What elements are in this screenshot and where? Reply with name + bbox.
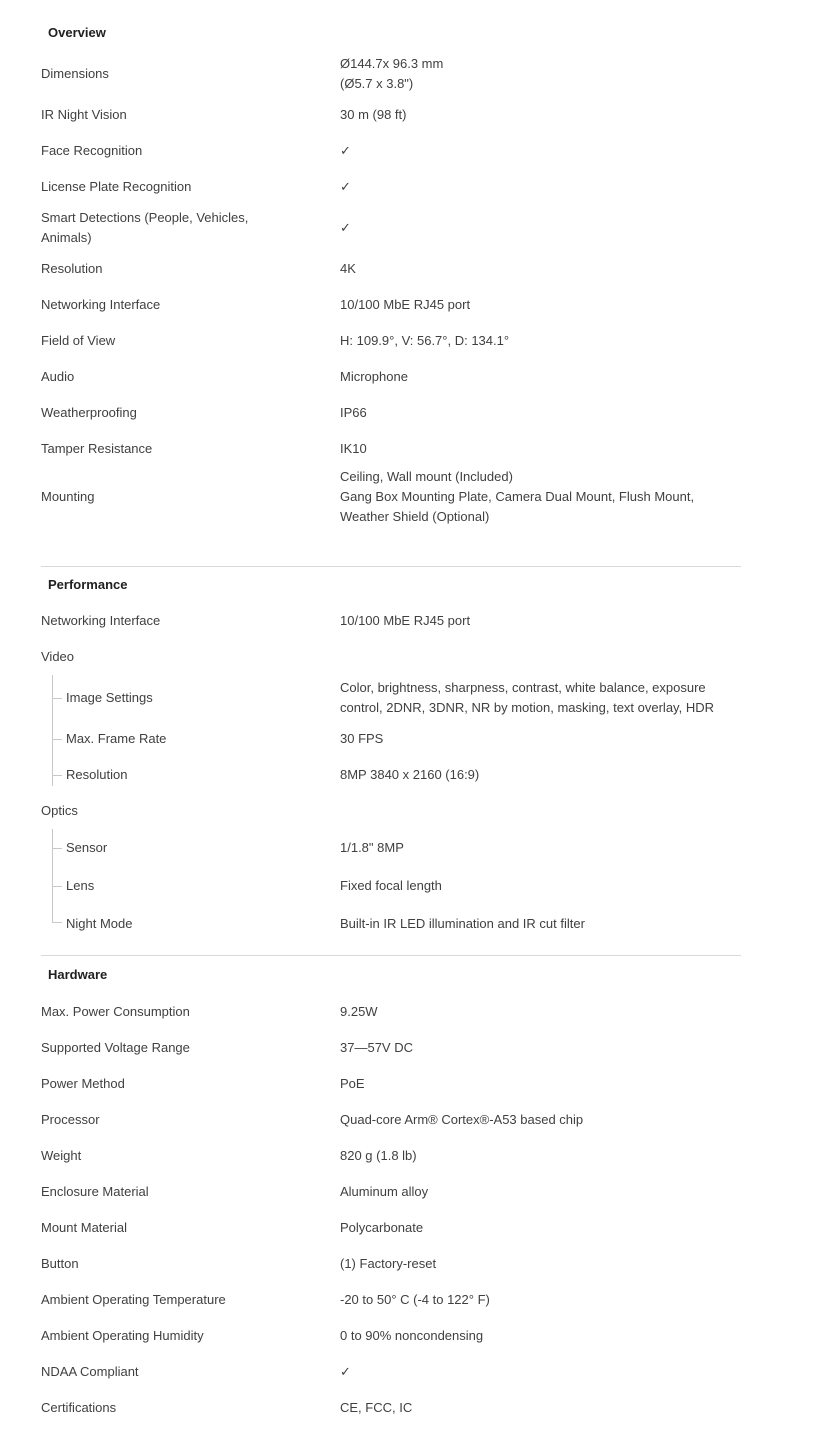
spec-label: Resolution xyxy=(41,261,103,276)
spec-row-operating-humidity xyxy=(41,1318,741,1354)
spec-label: Night Mode xyxy=(66,916,133,931)
spec-value-line: control, 2DNR, 3DNR, NR by motion, masking, text overlay, HDR xyxy=(340,700,714,715)
spec-label: Networking Interface xyxy=(41,613,161,628)
spec-value-line: Gang Box Mounting Plate, Camera Dual Mount, Flush Mount, xyxy=(340,489,695,504)
spec-value: 8MP 3840 x 2160 (16:9) xyxy=(340,767,480,782)
spec-row-lens xyxy=(41,867,741,905)
spec-label: Ambient Operating Humidity xyxy=(41,1328,204,1343)
tree-connector-tick xyxy=(52,775,62,776)
performance-title: Performance xyxy=(48,577,128,592)
spec-label: Face Recognition xyxy=(41,143,143,158)
spec-label xyxy=(41,208,340,248)
spec-value: IP66 xyxy=(340,405,367,420)
checkmark-icon: ✓ xyxy=(340,1364,351,1379)
spec-label: Audio xyxy=(41,369,75,384)
spec-label: Enclosure Material xyxy=(41,1184,149,1199)
spec-row-mounting xyxy=(41,467,741,527)
spec-label: Field of View xyxy=(41,333,116,348)
spec-label: Weight xyxy=(41,1148,82,1163)
spec-label: Dimensions xyxy=(41,66,109,81)
overview-section xyxy=(41,15,741,527)
spec-value: Quad-core Arm® Cortex®-A53 based chip xyxy=(340,1112,584,1127)
spec-group-label: Video xyxy=(41,649,75,664)
spec-row-processor xyxy=(41,1102,741,1138)
spec-value: IK10 xyxy=(340,441,367,456)
spec-row-ir-night-vision xyxy=(41,97,741,133)
spec-value-line: Color, brightness, sharpness, contrast, white balance, exposure xyxy=(340,680,706,695)
spec-label: Processor xyxy=(41,1112,100,1127)
performance-section xyxy=(41,566,741,943)
spec-value: 37—57V DC xyxy=(340,1040,413,1055)
spec-value xyxy=(340,678,741,718)
spec-row-mount-material xyxy=(41,1210,741,1246)
spec-value: H: 109.9°, V: 56.7°, D: 134.1° xyxy=(340,333,510,348)
spec-label: Mount Material xyxy=(41,1220,127,1235)
overview-title: Overview xyxy=(48,25,106,40)
spec-value: Built-in IR LED illumination and IR cut filter xyxy=(340,916,585,931)
tree-connector-tick xyxy=(52,698,62,699)
spec-row-max-frame-rate xyxy=(41,721,741,757)
tree-connector-tick xyxy=(52,922,62,923)
spec-row-operating-temperature xyxy=(41,1282,741,1318)
spec-label: Max. Frame Rate xyxy=(66,731,167,746)
spec-value: CE, FCC, IC xyxy=(340,1400,413,1415)
spec-label: License Plate Recognition xyxy=(41,179,192,194)
spec-row-dimensions xyxy=(41,51,741,97)
tree-connector-tick xyxy=(52,886,62,887)
spec-value: 820 g (1.8 lb) xyxy=(340,1148,417,1163)
spec-row-sensor xyxy=(41,829,741,867)
spec-value: 30 m (98 ft) xyxy=(340,107,407,122)
spec-label: Button xyxy=(41,1256,79,1271)
spec-row-weight xyxy=(41,1138,741,1174)
spec-row-audio xyxy=(41,359,741,395)
spec-value: PoE xyxy=(340,1076,365,1091)
spec-row-networking xyxy=(41,287,741,323)
spec-label: Sensor xyxy=(66,840,108,855)
spec-value-line: Weather Shield (Optional) xyxy=(340,509,490,524)
tree-connector-tick xyxy=(52,739,62,740)
spec-label: NDAA Compliant xyxy=(41,1364,139,1379)
spec-value: 0 to 90% noncondensing xyxy=(340,1328,484,1343)
spec-value: -20 to 50° C (-4 to 122° F) xyxy=(340,1292,490,1307)
spec-row-button xyxy=(41,1246,741,1282)
spec-label: Max. Power Consumption xyxy=(41,1004,190,1019)
spec-row-ndaa-compliant xyxy=(41,1354,741,1390)
spec-value: Polycarbonate xyxy=(340,1220,424,1235)
spec-group-label: Optics xyxy=(41,803,78,818)
spec-row-face-recognition xyxy=(41,133,741,169)
spec-row-smart-detections xyxy=(41,205,741,251)
spec-value: 1/1.8" 8MP xyxy=(340,840,404,855)
spec-row-field-of-view xyxy=(41,323,741,359)
tree-connector-tick xyxy=(52,848,62,849)
spec-group-video xyxy=(41,639,741,675)
spec-row-weatherproofing xyxy=(41,395,741,431)
spec-label: Mounting xyxy=(41,489,95,504)
spec-label: Ambient Operating Temperature xyxy=(41,1292,226,1307)
spec-label: Networking Interface xyxy=(41,297,161,312)
spec-label: Lens xyxy=(66,878,95,893)
spec-value: 9.25W xyxy=(340,1004,378,1019)
video-subgroup xyxy=(41,675,741,793)
spec-row-voltage-range xyxy=(41,1030,741,1066)
spec-row-max-power xyxy=(41,994,741,1030)
hardware-section xyxy=(41,955,741,1426)
spec-row-perf-networking xyxy=(41,603,741,639)
spec-value: 30 FPS xyxy=(340,731,384,746)
spec-value-line: Ceiling, Wall mount (Included) xyxy=(340,469,513,484)
spec-value xyxy=(340,54,741,94)
spec-value: 10/100 MbE RJ45 port xyxy=(340,297,471,312)
spec-value: Microphone xyxy=(340,369,408,384)
spec-row-night-mode xyxy=(41,905,741,943)
spec-value-line: (Ø5.7 x 3.8") xyxy=(340,76,414,91)
spec-label-line: Animals) xyxy=(41,230,92,245)
spec-value: (1) Factory-reset xyxy=(340,1256,437,1271)
spec-row-tamper-resistance xyxy=(41,431,741,467)
spec-row-license-plate xyxy=(41,169,741,205)
spec-label: IR Night Vision xyxy=(41,107,127,122)
spec-row-resolution xyxy=(41,251,741,287)
spec-row-video-resolution xyxy=(41,757,741,793)
spec-value: Aluminum alloy xyxy=(340,1184,429,1199)
hardware-title: Hardware xyxy=(48,967,108,982)
spec-value xyxy=(340,467,741,527)
spec-label: Supported Voltage Range xyxy=(41,1040,190,1055)
spec-label-line: Smart Detections (People, Vehicles, xyxy=(41,210,249,225)
spec-row-enclosure-material xyxy=(41,1174,741,1210)
spec-label: Resolution xyxy=(66,767,128,782)
spec-row-power-method xyxy=(41,1066,741,1102)
checkmark-icon: ✓ xyxy=(340,220,351,235)
spec-group-optics xyxy=(41,793,741,829)
spec-value-line: Ø144.7x 96.3 mm xyxy=(340,56,444,71)
spec-label: Power Method xyxy=(41,1076,125,1091)
spec-label: Image Settings xyxy=(66,690,153,705)
optics-subgroup xyxy=(41,829,741,943)
spec-label: Tamper Resistance xyxy=(41,441,153,456)
spec-value: 10/100 MbE RJ45 port xyxy=(340,613,471,628)
spec-label: Certifications xyxy=(41,1400,117,1415)
spec-row-image-settings xyxy=(41,675,741,721)
spec-value: Fixed focal length xyxy=(340,878,442,893)
checkmark-icon: ✓ xyxy=(340,143,351,158)
spec-label: Weatherproofing xyxy=(41,405,137,420)
spec-value: 4K xyxy=(340,261,356,276)
checkmark-icon: ✓ xyxy=(340,179,351,194)
spec-row-certifications xyxy=(41,1390,741,1426)
